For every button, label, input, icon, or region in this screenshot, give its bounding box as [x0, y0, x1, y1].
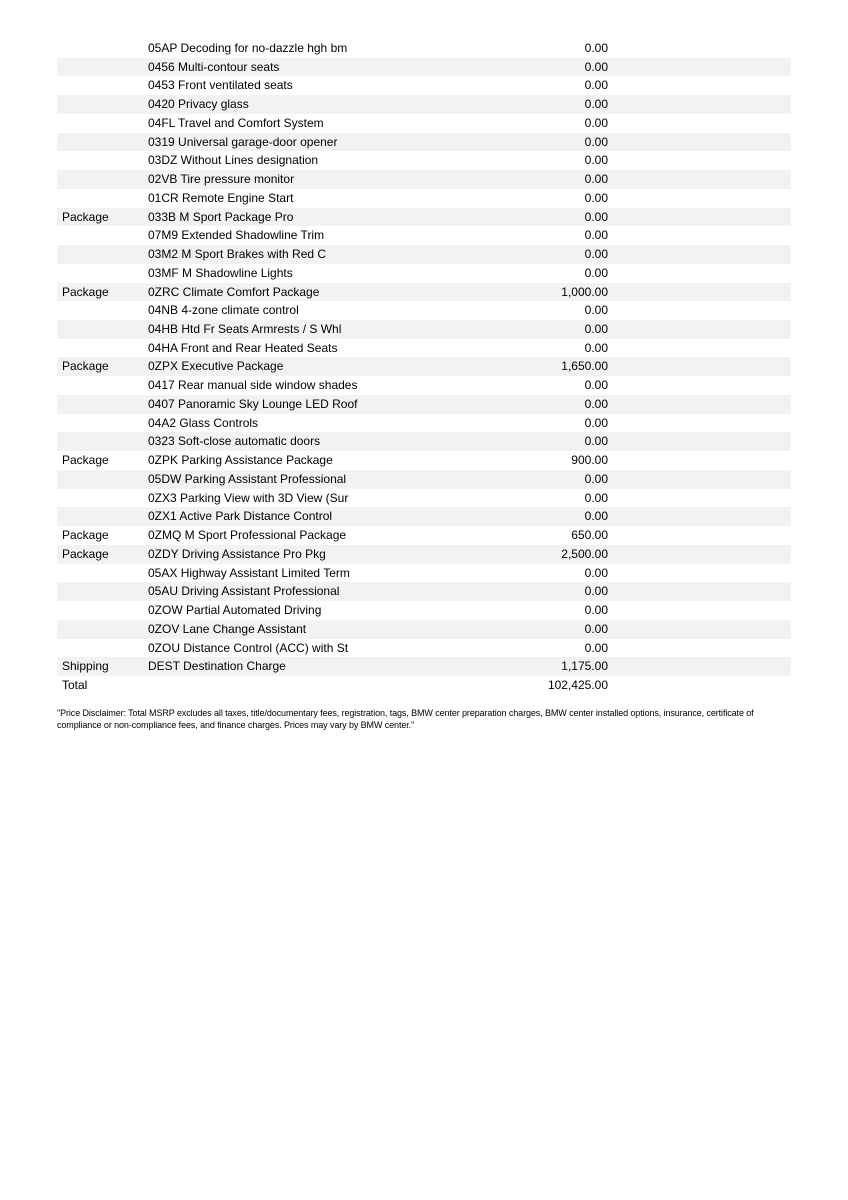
row-price: 0.00	[584, 59, 608, 74]
table-row	[57, 76, 791, 95]
row-category: Package	[62, 453, 109, 468]
table-row	[57, 414, 791, 433]
row-item: DEST Destination Charge	[148, 659, 286, 674]
table-row	[57, 189, 791, 208]
table-row	[57, 39, 791, 58]
row-category: Package	[62, 359, 109, 374]
row-price: 0.00	[584, 209, 608, 224]
table-row	[57, 376, 791, 395]
row-price: 0.00	[584, 115, 608, 130]
row-item: 0ZMQ M Sport Professional Package	[148, 528, 347, 543]
table-row	[57, 545, 791, 564]
row-item: 0456 Multi-contour seats	[148, 59, 280, 74]
table-row	[57, 676, 791, 695]
row-price: 1,650.00	[561, 359, 608, 374]
row-price: 650.00	[571, 528, 608, 543]
row-item: 0323 Soft-close automatic doors	[148, 434, 321, 449]
row-item: 0ZPX Executive Package	[148, 359, 284, 374]
table-row	[57, 95, 791, 114]
row-item: 03DZ Without Lines designation	[148, 153, 319, 168]
table-row	[57, 395, 791, 414]
row-price: 0.00	[584, 190, 608, 205]
row-item: 0ZOW Partial Automated Driving	[148, 603, 322, 618]
table-row	[57, 639, 791, 658]
table-row	[57, 208, 791, 227]
row-price: 0.00	[584, 640, 608, 655]
table-row	[57, 582, 791, 601]
row-price: 2,500.00	[561, 546, 608, 561]
table-row	[57, 657, 791, 676]
table-row	[57, 357, 791, 376]
row-price: 0.00	[584, 509, 608, 524]
row-price: 0.00	[584, 153, 608, 168]
row-category: Total	[62, 677, 88, 692]
options-table	[57, 39, 791, 695]
row-item: 04HB Htd Fr Seats Armrests / S Whl	[148, 322, 342, 337]
table-row	[57, 339, 791, 358]
table-row	[57, 151, 791, 170]
table-row	[57, 620, 791, 639]
row-price: 0.00	[584, 396, 608, 411]
row-item: 04FL Travel and Comfort System	[148, 115, 324, 130]
row-item: 04HA Front and Rear Heated Seats	[148, 340, 338, 355]
table-row	[57, 58, 791, 77]
row-item: 05DW Parking Assistant Professional	[148, 471, 347, 486]
row-price: 0.00	[584, 621, 608, 636]
row-item: 0ZX1 Active Park Distance Control	[148, 509, 333, 524]
row-price: 0.00	[584, 434, 608, 449]
row-category: Package	[62, 546, 109, 561]
row-item: 0ZOV Lane Change Assistant	[148, 621, 307, 636]
row-item: 0ZPK Parking Assistance Package	[148, 453, 333, 468]
row-item: 033B M Sport Package Pro	[148, 209, 294, 224]
row-item: 0ZX3 Parking View with 3D View (Sur	[148, 490, 349, 505]
row-price: 0.00	[584, 78, 608, 93]
row-price: 1,175.00	[561, 659, 608, 674]
table-row	[57, 170, 791, 189]
row-price: 0.00	[584, 303, 608, 318]
row-item: 0453 Front ventilated seats	[148, 78, 293, 93]
row-category: Package	[62, 284, 109, 299]
row-price: 0.00	[584, 565, 608, 580]
row-item: 05AX Highway Assistant Limited Term	[148, 565, 350, 580]
row-price: 0.00	[584, 247, 608, 262]
row-price: 0.00	[584, 134, 608, 149]
row-item: 01CR Remote Engine Start	[148, 190, 294, 205]
price-disclaimer: "Price Disclaimer: Total MSRP excludes all taxes, title/documentary fees, registration, tags, BMW center preparation charges, BMW center installed options, insurance, certificate of compliance or non-compliance fees, and finance charges. Prices may vary by BMW center."	[57, 708, 754, 730]
row-item: 0407 Panoramic Sky Lounge LED Roof	[148, 396, 358, 411]
row-price: 0.00	[584, 471, 608, 486]
row-item: 0ZDY Driving Assistance Pro Pkg	[148, 546, 326, 561]
table-row	[57, 470, 791, 489]
row-item: 02VB Tire pressure monitor	[148, 172, 295, 187]
row-price: 0.00	[584, 322, 608, 337]
table-row	[57, 507, 791, 526]
row-price: 0.00	[584, 228, 608, 243]
row-item: 0420 Privacy glass	[148, 97, 249, 112]
row-price: 0.00	[584, 415, 608, 430]
row-category: Package	[62, 528, 109, 543]
table-row	[57, 564, 791, 583]
row-price: 102,425.00	[547, 677, 608, 692]
table-row	[57, 432, 791, 451]
table-row	[57, 601, 791, 620]
row-item: 07M9 Extended Shadowline Trim	[148, 228, 325, 243]
row-price: 900.00	[571, 453, 608, 468]
table-row	[57, 526, 791, 545]
row-category: Package	[62, 209, 109, 224]
row-item: 0319 Universal garage-door opener	[148, 134, 338, 149]
table-row	[57, 451, 791, 470]
row-price: 0.00	[584, 340, 608, 355]
table-row	[57, 283, 791, 302]
row-item: 0ZOU Distance Control (ACC) with St	[148, 640, 349, 655]
row-price: 0.00	[584, 584, 608, 599]
row-item: 03MF M Shadowline Lights	[148, 265, 293, 280]
table-row	[57, 264, 791, 283]
row-item: 05AU Driving Assistant Professional	[148, 584, 340, 599]
row-item: 03M2 M Sport Brakes with Red C	[148, 247, 327, 262]
row-item: 04NB 4-zone climate control	[148, 303, 299, 318]
row-price: 1,000.00	[561, 284, 608, 299]
table-row	[57, 301, 791, 320]
row-price: 0.00	[584, 378, 608, 393]
row-item: 05AP Decoding for no-dazzle hgh bm	[148, 41, 348, 55]
table-row	[57, 133, 791, 152]
row-item: 0417 Rear manual side window shades	[148, 378, 358, 393]
row-item: 04A2 Glass Controls	[148, 415, 259, 430]
table-row	[57, 489, 791, 508]
row-price: 0.00	[584, 97, 608, 112]
row-price: 0.00	[584, 490, 608, 505]
row-price: 0.00	[584, 603, 608, 618]
row-price: 0.00	[584, 41, 608, 55]
row-price: 0.00	[584, 265, 608, 280]
row-item: 0ZRC Climate Comfort Package	[148, 284, 320, 299]
table-row	[57, 226, 791, 245]
table-row	[57, 320, 791, 339]
row-price: 0.00	[584, 172, 608, 187]
table-row	[57, 245, 791, 264]
table-row	[57, 114, 791, 133]
row-category: Shipping	[62, 659, 109, 674]
